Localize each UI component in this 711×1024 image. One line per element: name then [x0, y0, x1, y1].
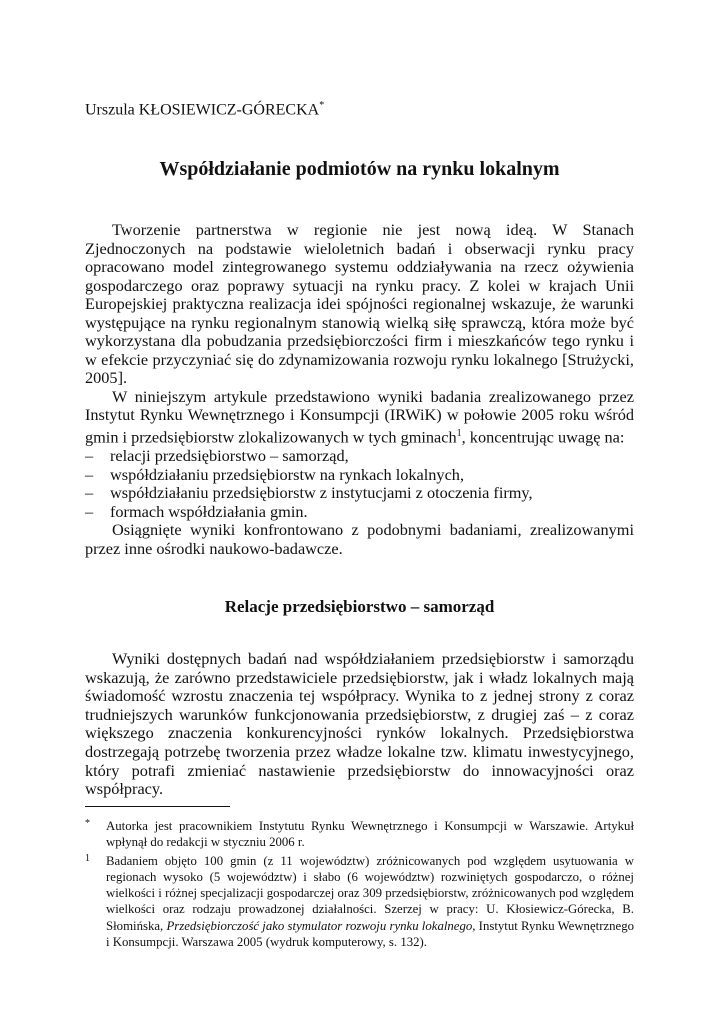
intro-paragraph-2: [85, 388, 634, 447]
footnote-text-tail: , Instytut Rynku Wewnętrznego i Konsumpcji. Warszawa 2005 (wydruk komputerowy, s. 132).: [106, 918, 635, 950]
footnote-author: [85, 818, 634, 851]
intro-section: [85, 221, 634, 558]
section-body: [85, 634, 634, 815]
footnote-mark: 1: [85, 852, 90, 864]
article-title: Współdziałanie podmiotów na rynku lokalnym: [159, 158, 560, 180]
section-heading: Relacje przedsiębiorstwo – samorząd: [224, 597, 495, 616]
list-item: – współdziałaniu przedsiębiorstw na rynkach lokalnych,: [85, 466, 634, 485]
author-first-name: Urszula: [85, 101, 135, 119]
intro-paragraph-3: Osiągnięte wyniki konfrontowano z podobnymi badaniami, zrealizowanymi przez inne ośrodki naukowo-badawcze.: [85, 520, 634, 558]
intro-p2-tail: , koncentrując uwagę na:: [461, 427, 625, 447]
footnote-divider: [85, 806, 230, 807]
author-line: [85, 100, 324, 119]
focus-list: [85, 447, 634, 521]
list-item: – formach współdziałania gmin.: [85, 503, 634, 522]
list-item: – relacji przedsiębiorstwo – samorząd,: [85, 447, 634, 466]
footnote-cited-title: Przedsiębiorczość jako stymulator rozwoju rynku lokalnego: [166, 918, 473, 933]
footnote-text: Badaniem objęto 100 gmin (z 11 województw) zróżnicowanych pod względem usytuowania w regionach wysoko (5 województw) i słabo (6 województw) rozwiniętych gospodarczo, o różnej wielkości i różnej specjalizacji gospodarczej oraz 309 przedsiębiorstw, zróżnicowanych pod względem wielkości oraz rodzaju prowadzonej działalności. Szerzej w pracy: U. Kłosiewicz-Górecka, B. Słomińska,: [106, 853, 634, 933]
author-footnote-mark[interactable]: *: [319, 100, 325, 111]
intro-p2-text: W niniejszym artykule przedstawiono wyniki badania zrealizowanego przez Instytut Rynku Wewnętrznego i Konsumpcji (IRWiK) w połowie 2005 roku wśród gmin i przedsiębiorstw zlokalizowanych w tych gminach: [85, 386, 634, 447]
footnote-ref-1[interactable]: 1: [456, 428, 462, 440]
author-last-name: KŁOSIEWICZ-GÓRECKA: [138, 101, 320, 119]
footnotes: [85, 818, 634, 952]
footnote-mark: *: [85, 818, 90, 829]
list-item: – współdziałaniu przedsiębiorstw z instytucjami z otoczenia firmy,: [85, 484, 634, 503]
footnote-1: [85, 853, 634, 951]
intro-paragraph-1: Tworzenie partnerstwa w regionie nie jest nową ideą. W Stanach Zjednoczonych na podstawie wieloletnich badań i obserwacji rynku pracy opracowano model zintegrowanego systemu oddziaływania na rzecz ożywienia gospodarczego oraz poprawy sytuacji na rynku pracy. Z kolei w krajach Unii Europejskiej praktyczna realizacja idei spójności regionalnej wskazuje, że warunki występujące na rynku regionalnym stanowią wielką siłę sprawczą, która może być wykorzystana dla pobudzania przedsiębiorczości firm i mieszkańców tego rynku i w efekcie przyczyniać się do zdynamizowania rozwoju rynku lokalnego [Strużycki, 2005].: [85, 220, 634, 388]
footnote-text: Autorka jest pracownikiem Instytutu Rynku Wewnętrznego i Konsumpcji w Warszawie. Artykuł wpłynął do redakcji w styczniu 2006 r.: [106, 819, 634, 850]
section-paragraph-1: Wyniki dostępnych badań nad współdziałaniem przedsiębiorstw i samorządu wskazują, że zarówno przedstawiciele przedsiębiorstw, jak i władz lokalnych mają świadomość wzrostu znaczenia tej współpracy. Wynika to z jednej strony z coraz trudniejszych warunków funkcjonowania przedsiębiorstw, z drugiej zaś – z coraz większego znaczenia konkurencyjności rynków lokalnych. Przedsiębiorstwa dostrzegają potrzebę tworzenia przez władze lokalne tzw. klimatu inwestycyjnego, który potrafi zmieniać nastawienie przedsiębiorstw do innowacyjności oraz współpracy.: [85, 649, 634, 799]
